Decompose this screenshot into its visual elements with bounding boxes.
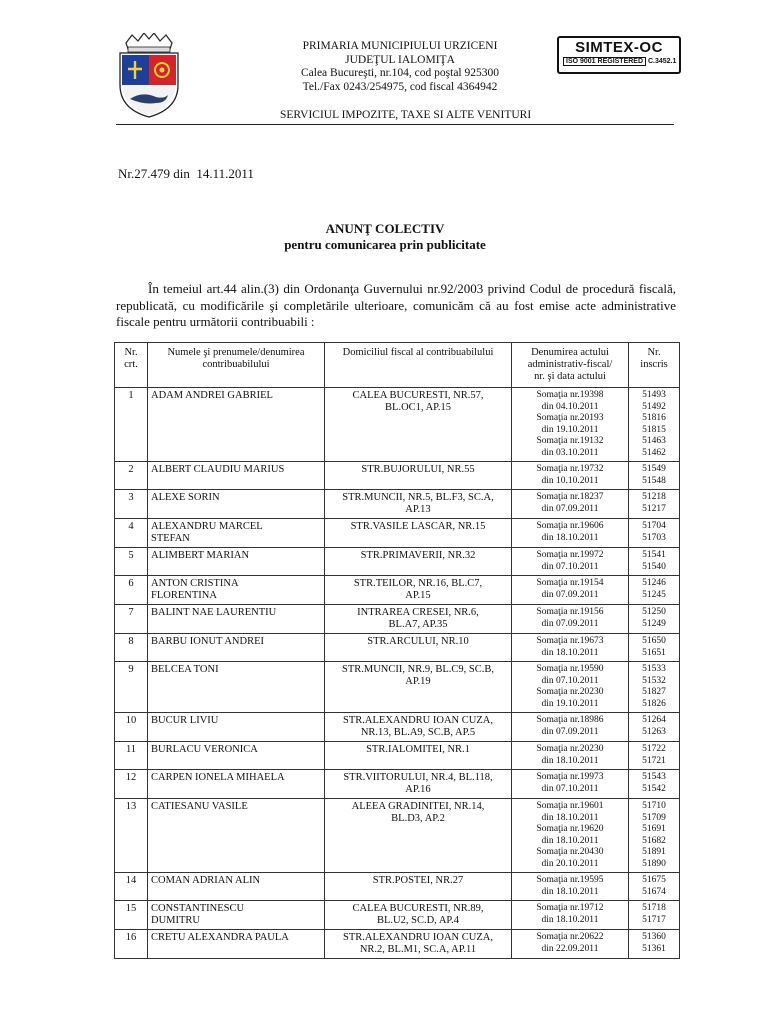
table-row	[115, 742, 680, 770]
fiscal-address	[325, 930, 512, 959]
institution-header	[260, 40, 540, 94]
taxpayer-name-line: ALIMBERT MARIAN	[151, 550, 250, 561]
fiscal-act	[512, 388, 629, 462]
row-number	[115, 576, 148, 605]
inscris-number-line: 51361	[642, 943, 666, 954]
document-number: Nr.27.479 din 14.11.2011	[118, 166, 254, 181]
address-line: Calea Bucureşti, nr.104, cod poştal 925300	[300, 67, 500, 79]
document-title-block	[0, 221, 770, 253]
fiscal-address	[325, 519, 512, 548]
fiscal-act-line: Somaţia nr.19620	[536, 824, 604, 834]
inscris-number-line: 51682	[642, 835, 666, 846]
department-name: SERVICIUL IMPOZITE, TAXE SI ALTE VENITURI	[280, 109, 532, 121]
taxpayer-name-line: ALEXANDRU MARCEL	[151, 521, 263, 532]
fiscal-address	[325, 873, 512, 901]
fiscal-act-line: Somaţia nr.20230	[536, 687, 604, 697]
header-divider	[116, 124, 674, 125]
fiscal-act-line: din 07.10.2011	[541, 561, 599, 572]
fiscal-act	[512, 930, 629, 959]
table-row	[115, 462, 680, 490]
table-row	[115, 901, 680, 930]
inscris-number-line: 51891	[642, 847, 666, 857]
taxpayer-name-line: CONSTANTINESCU	[151, 903, 245, 914]
inscris-number-line: 51492	[642, 401, 666, 412]
fiscal-address-line: STR.ALEXANDRU IOAN CUZA,	[343, 932, 493, 943]
row-number-line: 3	[128, 492, 134, 503]
fiscal-act	[512, 742, 629, 770]
header-act	[512, 343, 629, 388]
fiscal-address	[325, 462, 512, 490]
table-row	[115, 490, 680, 519]
inscris-number-line: 51249	[642, 618, 666, 629]
inscris-number-line: 51890	[642, 858, 666, 869]
inscris-number	[629, 548, 680, 576]
fiscal-address	[325, 901, 512, 930]
taxpayer-name-line: ANTON CRISTINA	[151, 578, 239, 589]
fiscal-address-line: STR.PRIMAVERII, NR.32	[360, 550, 476, 561]
logo-brand: SIMTEX-OC	[575, 39, 663, 56]
table-row	[115, 873, 680, 901]
fiscal-address	[325, 576, 512, 605]
table-header-row	[115, 343, 680, 388]
inscris-number-line: 51709	[642, 812, 666, 823]
fiscal-address	[325, 605, 512, 634]
row-number-line: 9	[128, 664, 134, 675]
taxpayer-name	[148, 770, 325, 799]
row-number	[115, 770, 148, 799]
inscris-number-line: 51541	[642, 550, 666, 560]
fiscal-address	[325, 634, 512, 662]
taxpayer-name-line: BELCEA TONI	[151, 664, 219, 675]
fiscal-act-line: din 18.10.2011	[541, 755, 599, 766]
fiscal-act-line: din 07.09.2011	[541, 726, 599, 737]
inscris-number-line: 51826	[642, 698, 666, 709]
taxpayer-name-line: ALBERT CLAUDIU MARIUS	[151, 464, 285, 475]
iso-certification-logo	[557, 36, 681, 74]
taxpayer-name	[148, 548, 325, 576]
fiscal-act-line: din 07.09.2011	[541, 589, 599, 600]
intro-paragraph	[116, 281, 676, 331]
inscris-number	[629, 770, 680, 799]
inscris-number	[629, 605, 680, 634]
taxpayers-table	[114, 342, 680, 959]
header-line: Nr.	[647, 347, 661, 358]
fiscal-act	[512, 901, 629, 930]
row-number-line: 10	[125, 715, 137, 726]
fiscal-act-line: din 18.10.2011	[541, 812, 599, 823]
fiscal-address	[325, 799, 512, 873]
fiscal-address-line: STR.POSTEI, NR.27	[372, 875, 464, 886]
fiscal-act-line: Somaţia nr.20193	[536, 413, 604, 423]
inscris-number-line: 51548	[642, 475, 666, 486]
institution-name: PRIMARIA MUNICIPIULUI URZICENI	[302, 40, 498, 52]
inscris-number	[629, 490, 680, 519]
row-number	[115, 799, 148, 873]
inscris-number-line: 51651	[642, 647, 666, 658]
inscris-number-line: 51721	[642, 755, 666, 766]
taxpayer-name-line: BURLACU VERONICA	[151, 744, 258, 755]
inscris-number-line: 51533	[642, 664, 666, 674]
taxpayer-name	[148, 388, 325, 462]
header-line: Nr.	[124, 347, 138, 358]
fiscal-act	[512, 770, 629, 799]
inscris-number	[629, 742, 680, 770]
taxpayer-name-line: CARPEN IONELA MIHAELA	[151, 772, 285, 783]
fiscal-act-line: Somaţia nr.18986	[536, 715, 604, 725]
fiscal-address-line: STR.IALOMITEI, NR.1	[366, 744, 470, 755]
row-number-line: 5	[128, 550, 134, 561]
table-row	[115, 662, 680, 713]
inscris-number	[629, 901, 680, 930]
fiscal-act	[512, 576, 629, 605]
fiscal-address-line: AP.16	[405, 784, 431, 795]
fiscal-act-line: din 22.09.2011	[541, 943, 599, 954]
row-number	[115, 662, 148, 713]
logo-cert-line	[563, 58, 675, 65]
fiscal-address-line: STR.MUNCII, NR.5, BL.F3, SC.A,	[342, 492, 494, 503]
taxpayer-name	[148, 873, 325, 901]
fiscal-act-line: din 07.10.2011	[541, 675, 599, 686]
fiscal-act-line: Somaţia nr.20622	[536, 932, 604, 942]
taxpayer-name	[148, 462, 325, 490]
taxpayer-name-line: FLORENTINA	[151, 590, 217, 601]
row-number-line: 16	[125, 932, 137, 943]
row-number	[115, 548, 148, 576]
inscris-number-line: 51816	[642, 413, 666, 423]
fiscal-act-line: din 10.10.2011	[541, 475, 599, 486]
fiscal-act	[512, 548, 629, 576]
row-number	[115, 519, 148, 548]
fiscal-act-line: Somaţia nr.19595	[536, 875, 604, 885]
fiscal-address-line: ALEEA GRADINITEI, NR.14,	[351, 801, 485, 812]
table-row	[115, 548, 680, 576]
fiscal-act-line: Somaţia nr.19398	[536, 390, 604, 400]
row-number-line: 13	[125, 801, 137, 812]
fiscal-act-line: Somaţia nr.18237	[536, 492, 604, 502]
table-row	[115, 770, 680, 799]
fiscal-act-line: din 18.10.2011	[541, 835, 599, 846]
taxpayer-name-line: DUMITRU	[151, 915, 200, 926]
fiscal-act-line: Somaţia nr.19590	[536, 664, 604, 674]
municipal-crest-emblem	[116, 33, 182, 119]
fiscal-act-line: Somaţia nr.20430	[536, 847, 604, 857]
fiscal-act-line: din 07.09.2011	[541, 503, 599, 514]
taxpayer-name-line: BARBU IONUT ANDREI	[151, 636, 264, 647]
table-row	[115, 713, 680, 742]
taxpayer-name	[148, 901, 325, 930]
inscris-number-line: 51250	[642, 607, 666, 617]
taxpayer-name-line: BUCUR LIVIU	[151, 715, 219, 726]
taxpayer-name	[148, 634, 325, 662]
inscris-number-line: 51722	[642, 744, 666, 754]
fiscal-act-line: Somaţia nr.19132	[536, 436, 604, 446]
inscris-number-line: 51245	[642, 589, 666, 600]
fiscal-act-line: din 04.10.2011	[541, 401, 599, 412]
row-number	[115, 873, 148, 901]
fiscal-address-line: STR.ALEXANDRU IOAN CUZA,	[343, 715, 493, 726]
fiscal-act	[512, 605, 629, 634]
fiscal-act	[512, 519, 629, 548]
contact-line: Tel./Fax 0243/254975, cod fiscal 4364942	[302, 80, 498, 93]
fiscal-act	[512, 662, 629, 713]
inscris-number-line: 51704	[642, 521, 666, 531]
fiscal-act-line: Somaţia nr.19154	[536, 578, 604, 588]
fiscal-address	[325, 742, 512, 770]
inscris-number-line: 51674	[642, 886, 666, 897]
table-row	[115, 388, 680, 462]
fiscal-address-line: BL.U2, SC.D, AP.4	[377, 915, 459, 926]
fiscal-act-line: din 18.10.2011	[541, 886, 599, 897]
fiscal-address-line: AP.13	[405, 504, 431, 515]
inscris-number-line: 51218	[642, 492, 666, 502]
logo-iso: ISO 9001 REGISTERED	[563, 57, 646, 66]
fiscal-address-line: NR.2, BL.M1, SC.A, AP.11	[359, 944, 477, 955]
taxpayer-name	[148, 662, 325, 713]
inscris-number	[629, 873, 680, 901]
fiscal-act-line: din 19.10.2011	[541, 424, 599, 435]
fiscal-act-line: din 19.10.2011	[541, 698, 599, 709]
fiscal-act	[512, 634, 629, 662]
inscris-number-line: 51717	[642, 914, 666, 925]
fiscal-act-line: din 18.10.2011	[541, 914, 599, 925]
inscris-number-line: 51650	[642, 636, 666, 646]
header-nr-crt	[115, 343, 148, 388]
table-row	[115, 519, 680, 548]
fiscal-act-line: Somaţia nr.19712	[536, 903, 604, 913]
fiscal-act-line: din 20.10.2011	[541, 858, 599, 869]
taxpayer-name	[148, 605, 325, 634]
taxpayer-name	[148, 742, 325, 770]
fiscal-address-line: AP.15	[405, 590, 431, 601]
fiscal-act-line: din 03.10.2011	[541, 447, 599, 458]
county-name: JUDEŢUL IALOMIŢA	[345, 53, 455, 66]
inscris-number-line: 51246	[642, 578, 666, 588]
fiscal-address-line: CALEA BUCURESTI, NR.89,	[352, 903, 484, 914]
inscris-number-line: 51675	[642, 875, 666, 885]
row-number-line: 4	[128, 521, 134, 532]
row-number-line: 15	[125, 903, 137, 914]
inscris-number-line: 51462	[642, 447, 666, 458]
inscris-number-line: 51493	[642, 390, 666, 400]
header-inscris	[629, 343, 680, 388]
inscris-number-line: 51691	[642, 824, 666, 834]
fiscal-address-line: CALEA BUCURESTI, NR.57,	[352, 390, 484, 401]
fiscal-address-line: INTRAREA CRESEI, NR.6,	[357, 607, 479, 618]
inscris-number-line: 51263	[642, 726, 666, 737]
taxpayer-name-line: BALINT NAE LAURENTIU	[151, 607, 277, 618]
header-address	[325, 343, 512, 388]
row-number	[115, 930, 148, 959]
row-number	[115, 462, 148, 490]
inscris-number-line: 51710	[642, 801, 666, 811]
fiscal-act	[512, 873, 629, 901]
taxpayer-name-line: CRETU ALEXANDRA PAULA	[151, 932, 289, 943]
inscris-number	[629, 519, 680, 548]
row-number-line: 6	[128, 578, 134, 589]
header-line: Domiciliul fiscal al contribuabilului	[342, 347, 494, 358]
taxpayer-name-line: ALEXE SORIN	[151, 492, 220, 503]
row-number-line: 8	[128, 636, 134, 647]
table-row	[115, 799, 680, 873]
inscris-number-line: 51217	[642, 503, 666, 514]
inscris-number	[629, 576, 680, 605]
row-number	[115, 713, 148, 742]
row-number-line: 1	[128, 390, 134, 401]
header-line: Numele şi prenumele/denumirea	[167, 347, 305, 358]
fiscal-act-line: Somaţia nr.19156	[536, 607, 604, 617]
taxpayer-name-line: STEFAN	[151, 533, 190, 544]
taxpayer-name-line: COMAN ADRIAN ALIN	[151, 875, 261, 886]
table-row	[115, 634, 680, 662]
inscris-number-line: 51815	[642, 424, 666, 435]
inscris-number-line: 51827	[642, 687, 666, 697]
fiscal-address-line: STR.VASILE LASCAR, NR.15	[350, 521, 486, 532]
fiscal-address-line: AP.19	[405, 676, 431, 687]
table-row	[115, 930, 680, 959]
inscris-number-line: 51703	[642, 532, 666, 543]
taxpayer-name	[148, 930, 325, 959]
fiscal-act	[512, 462, 629, 490]
fiscal-address-line: BL.D3, AP.2	[391, 813, 445, 824]
fiscal-act	[512, 490, 629, 519]
fiscal-act-line: Somaţia nr.19732	[536, 464, 604, 474]
row-number-line: 7	[128, 607, 134, 618]
fiscal-address	[325, 490, 512, 519]
inscris-number	[629, 462, 680, 490]
taxpayer-name-line: CATIESANU VASILE	[151, 801, 248, 812]
fiscal-act-line: din 07.09.2011	[541, 618, 599, 629]
inscris-number-line: 51532	[642, 675, 666, 686]
table-row	[115, 605, 680, 634]
taxpayer-name-line: ADAM ANDREI GABRIEL	[151, 390, 273, 401]
row-number-line: 12	[125, 772, 137, 783]
taxpayer-name	[148, 519, 325, 548]
taxpayer-name	[148, 799, 325, 873]
fiscal-address-line: BL.OC1, AP.15	[385, 402, 451, 413]
taxpayer-name	[148, 490, 325, 519]
fiscal-act-line: Somaţia nr.19601	[536, 801, 604, 811]
inscris-number-line: 51549	[642, 464, 666, 474]
header-line: crt.	[124, 359, 138, 370]
fiscal-address-line: NR.13, BL.A9, SC.B, AP.5	[360, 727, 476, 738]
fiscal-address-line: STR.BUJORULUI, NR.55	[361, 464, 475, 475]
inscris-number	[629, 799, 680, 873]
header-line: inscris	[640, 359, 668, 370]
row-number	[115, 901, 148, 930]
fiscal-act-line: Somaţia nr.19673	[536, 636, 604, 646]
inscris-number-line: 51542	[642, 783, 666, 794]
header-line: administrativ-fiscal/	[527, 359, 613, 370]
fiscal-address	[325, 388, 512, 462]
inscris-number-line: 51718	[642, 903, 666, 913]
row-number	[115, 605, 148, 634]
document-title: ANUNŢ COLECTIV	[325, 221, 445, 236]
inscris-number	[629, 388, 680, 462]
fiscal-address-line: BL.A7, AP.35	[388, 619, 448, 630]
fiscal-act-line: din 07.10.2011	[541, 783, 599, 794]
row-number	[115, 388, 148, 462]
header-line: Denumirea actului	[531, 347, 609, 358]
fiscal-address	[325, 770, 512, 799]
row-number	[115, 742, 148, 770]
fiscal-act-line: Somaţia nr.19972	[536, 550, 604, 560]
fiscal-address-line: STR.VIITORULUI, NR.4, BL.118,	[343, 772, 493, 783]
fiscal-act-line: din 18.10.2011	[541, 647, 599, 658]
fiscal-address	[325, 713, 512, 742]
inscris-number	[629, 930, 680, 959]
inscris-number	[629, 662, 680, 713]
inscris-number-line: 51360	[642, 932, 666, 942]
fiscal-address-line: STR.MUNCII, NR.9, BL.C9, SC.B,	[342, 664, 494, 675]
taxpayer-name	[148, 576, 325, 605]
row-number-line: 2	[128, 464, 134, 475]
header-line: contribuabilului	[202, 359, 270, 370]
fiscal-act-line: Somaţia nr.19973	[536, 772, 604, 782]
fiscal-act	[512, 799, 629, 873]
header-line: nr. şi data actului	[534, 371, 606, 382]
table-body	[115, 388, 680, 959]
fiscal-act-line: Somaţia nr.19606	[536, 521, 604, 531]
inscris-number	[629, 713, 680, 742]
header-name	[148, 343, 325, 388]
inscris-number-line: 51264	[642, 715, 666, 725]
fiscal-act-line: Somaţia nr.20230	[536, 744, 604, 754]
intro-text: În temeiul art.44 alin.(3) din Ordonanţa Guvernului nr.92/2003 privind Codul de procedură fiscală, republicată, cu modificările şi completările ulterioare, comunicăm că au fost emise acte administrative fiscale pentru următorii contribuabili :	[116, 281, 676, 329]
fiscal-address-line: STR.ARCULUI, NR.10	[367, 636, 469, 647]
inscris-number-line: 51543	[642, 772, 666, 782]
inscris-number	[629, 634, 680, 662]
document-subtitle: pentru comunicarea prin publicitate	[284, 237, 486, 252]
fiscal-act	[512, 713, 629, 742]
fiscal-address-line: STR.TEILOR, NR.16, BL.C7,	[353, 578, 483, 589]
row-number	[115, 490, 148, 519]
taxpayer-name	[148, 713, 325, 742]
fiscal-act-line: din 18.10.2011	[541, 532, 599, 543]
inscris-number-line: 51540	[642, 561, 666, 572]
inscris-number-line: 51463	[642, 436, 666, 446]
fiscal-address	[325, 662, 512, 713]
row-number-line: 14	[125, 875, 137, 886]
logo-cert: C.3452.1	[647, 58, 677, 65]
row-number-line: 11	[125, 744, 137, 755]
table-row	[115, 576, 680, 605]
fiscal-address	[325, 548, 512, 576]
row-number	[115, 634, 148, 662]
